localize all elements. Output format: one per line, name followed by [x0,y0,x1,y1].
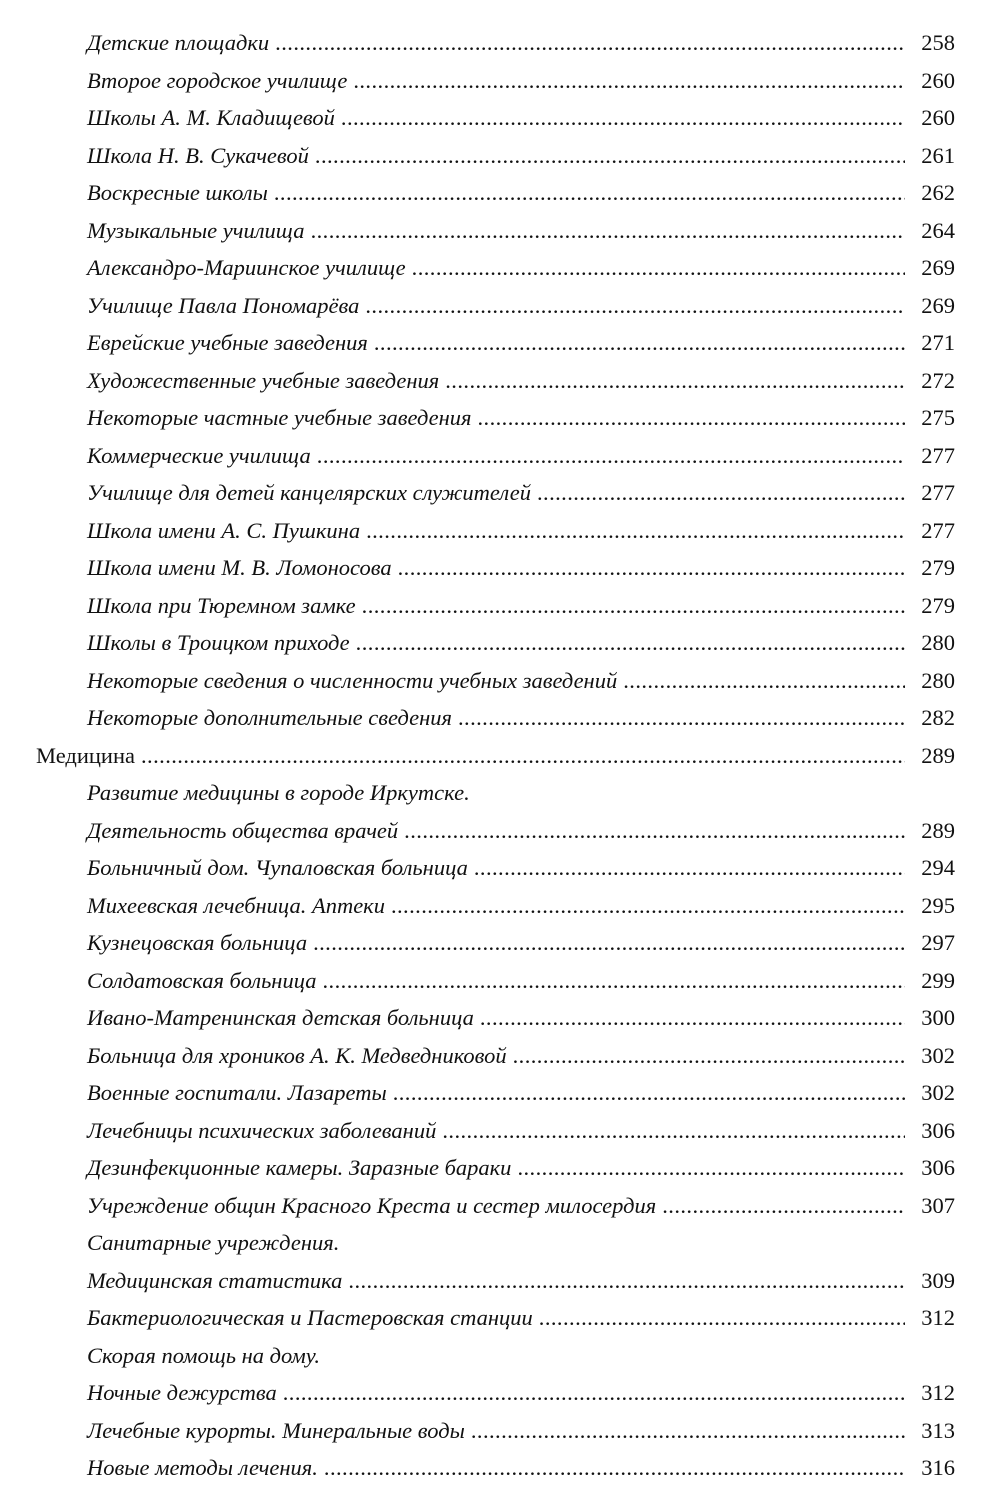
dot-leader [374,324,905,362]
toc-entry[interactable] [0,324,1000,362]
toc-entry-title: Художественные учебные заведения [87,367,440,393]
dot-leader [313,924,905,962]
dot-leader [445,362,905,400]
toc-entry[interactable] [0,1412,1000,1450]
toc-entry[interactable] [0,99,1000,137]
toc-entry[interactable] [0,812,1000,850]
toc-entry[interactable] [0,1262,1000,1300]
toc-entry[interactable] [0,624,1000,662]
toc-entry-title: Детские площадки [87,30,270,55]
toc-entry-title: Школа Н. В. Сукачевой [87,142,309,168]
toc-entry-title: Учреждение общин Красного Креста и сестер милосердия [87,1192,657,1218]
dot-leader [537,474,905,512]
toc-entry-title: Ивано-Матренинская детская больница [87,1005,474,1030]
toc-entry[interactable] [0,1299,1000,1337]
toc-entry[interactable] [0,1187,1000,1225]
toc-entry[interactable] [0,1037,1000,1075]
dot-leader [141,737,905,775]
toc-entry[interactable] [0,362,1000,400]
dot-leader [356,624,905,662]
dot-leader [391,887,905,925]
toc-page-number: 299 [921,967,955,993]
toc-section-title: Медицина [36,742,135,768]
toc-entry[interactable] [0,212,1000,250]
toc-entry[interactable] [0,399,1000,437]
toc-page-number: 289 [921,742,955,768]
toc-entry[interactable] [0,999,1000,1037]
toc-page-number: 316 [921,1455,955,1480]
dot-leader [365,287,905,325]
toc-entry-title: Школа имени А. С. Пушкина [87,517,361,543]
dot-leader [442,1112,905,1150]
dot-leader [366,512,905,550]
toc-page-number: 277 [921,517,955,543]
toc-entry[interactable] [0,549,1000,587]
toc-entry-first-line [0,774,1000,812]
toc-page-number: 279 [921,555,955,580]
toc-page-number: 297 [921,930,955,955]
toc-page-number: 302 [921,1080,955,1105]
dot-leader [404,812,905,850]
dot-leader [315,137,905,175]
toc-entry[interactable] [0,24,1000,62]
toc-entry-title: Михеевская лечебница. Аптеки [87,892,385,918]
toc-entry-title: Дезинфекционные камеры. Заразные бараки [87,1155,512,1180]
toc-entry-title: Лечебные курорты. Минеральные воды [87,1417,465,1443]
dot-leader [474,849,905,887]
dot-leader [341,99,905,137]
toc-entry-title: Некоторые частные учебные заведения [87,405,472,430]
toc-entry-title: Школа имени М. В. Ломоносова [87,555,392,580]
toc-page-number: 309 [921,1267,955,1293]
toc-entry[interactable] [0,587,1000,625]
toc-entry-title: Деятельность общества врачей [87,817,399,843]
toc-page-number: 269 [921,292,955,318]
dot-leader [458,699,905,737]
toc-entry-title: Военные госпитали. Лазареты [87,1080,387,1105]
toc-entry-title: Школа при Тюремном замке [87,592,356,618]
dot-leader [324,1449,905,1487]
toc-page-number: 277 [921,442,955,468]
toc-page-number: 280 [921,630,955,655]
toc-entry-title: Музыкальные училища [87,217,305,243]
toc-entry-title: Солдатовская больница [87,967,317,993]
toc-entry[interactable] [0,887,1000,925]
toc-page-number: 294 [921,855,955,880]
dot-leader [274,174,905,212]
dot-leader [412,249,905,287]
toc-page-number: 306 [921,1155,955,1180]
dot-leader [539,1299,905,1337]
toc-entry-title: Развитие медицины в городе Иркутске. [87,780,470,805]
toc-page-number: 260 [921,67,955,93]
toc-entry[interactable] [0,174,1000,212]
toc-entry-title: Училище Павла Пономарёва [87,292,360,318]
dot-leader [623,662,905,700]
toc-entry-first-line [0,1224,1000,1262]
toc-page-number: 258 [921,30,955,55]
toc-entry[interactable] [0,849,1000,887]
toc-entry-title: Медицинская статистика [87,1267,343,1293]
dot-leader [513,1037,905,1075]
toc-entry-title: Коммерческие училища [87,442,311,468]
dot-leader [662,1187,905,1225]
toc-entry-title: Школы А. М. Кладищевой [87,105,335,130]
toc-page-number: 277 [921,480,955,505]
toc-entry[interactable] [0,699,1000,737]
dot-leader [311,212,905,250]
dot-leader [480,999,905,1037]
toc-entry-title: Некоторые сведения о численности учебных заведений [87,667,618,693]
toc-entry[interactable] [0,1374,1000,1412]
toc-page-number: 306 [921,1117,955,1143]
toc-entry[interactable] [0,512,1000,550]
toc-entry-title: Некоторые дополнительные сведения [87,705,452,730]
toc-entry-title: Училище для детей канцелярских служителей [87,480,531,505]
toc-page-number: 280 [921,667,955,693]
dot-leader [353,62,905,100]
toc-entry[interactable] [0,1449,1000,1487]
toc-entry[interactable] [0,1149,1000,1187]
toc-entry-title: Санитарные учреждения. [87,1230,340,1255]
dot-leader [477,399,905,437]
toc-section-medicine[interactable] [0,737,1000,775]
dot-leader [323,962,906,1000]
toc-page-number: 262 [921,180,955,205]
toc-entry[interactable] [0,924,1000,962]
toc-entry[interactable] [0,249,1000,287]
toc-page-number: 313 [921,1417,955,1443]
toc-page-number: 269 [921,255,955,280]
dot-leader [362,587,905,625]
toc-page-number: 275 [921,405,955,430]
toc-entry-title: Школы в Троицком приходе [87,630,350,655]
toc-entry[interactable] [0,1074,1000,1112]
toc-page-number: 312 [921,1380,955,1405]
toc-entry-title: Лечебницы психических заболеваний [87,1117,437,1143]
toc-entry-title: Больничный дом. Чупаловская больница [87,855,468,880]
dot-leader [393,1074,905,1112]
toc-entry-title: Бактериологическая и Пастеровская станции [87,1305,533,1330]
toc-page-number: 271 [921,330,955,355]
toc-entry-title: Еврейские учебные заведения [87,330,368,355]
toc-entry[interactable] [0,662,1000,700]
dot-leader [517,1149,905,1187]
toc-page-number: 300 [921,1005,955,1030]
dot-leader [348,1262,905,1300]
dot-leader [398,549,905,587]
dot-leader [275,24,905,62]
toc-entry-first-line [0,1337,1000,1375]
toc-entry-title: Второе городское училище [87,67,348,93]
toc-entry[interactable] [0,137,1000,175]
toc-page-number: 312 [921,1305,955,1330]
toc-entry-title: Александро-Мариинское училище [87,255,406,280]
toc-page-number: 261 [921,142,955,168]
toc-entry-title: Воскресные школы [87,180,268,205]
toc-page-number: 279 [921,592,955,618]
dot-leader [471,1412,905,1450]
toc-page-number: 302 [921,1042,955,1068]
toc-entry-title: Скорая помощь на дому. [87,1342,320,1368]
table-of-contents [0,24,1000,1487]
toc-entry-title: Кузнецовская больница [87,930,308,955]
toc-page-number: 272 [921,367,955,393]
toc-entry[interactable] [0,474,1000,512]
toc-entry-title: Больница для хроников А. К. Медведниковой [87,1042,507,1068]
toc-entry[interactable] [0,437,1000,475]
toc-page-number: 289 [921,817,955,843]
toc-entry[interactable] [0,62,1000,100]
dot-leader [283,1374,905,1412]
dot-leader [317,437,905,475]
toc-entry[interactable] [0,962,1000,1000]
toc-page-number: 264 [921,217,955,243]
toc-page-number: 260 [921,105,955,130]
toc-page-number: 295 [921,892,955,918]
toc-entry[interactable] [0,1112,1000,1150]
toc-entry-title: Новые методы лечения. [87,1455,318,1480]
toc-page-number: 307 [921,1192,955,1218]
toc-entry[interactable] [0,287,1000,325]
toc-entry-title: Ночные дежурства [87,1380,277,1405]
toc-page-number: 282 [921,705,955,730]
